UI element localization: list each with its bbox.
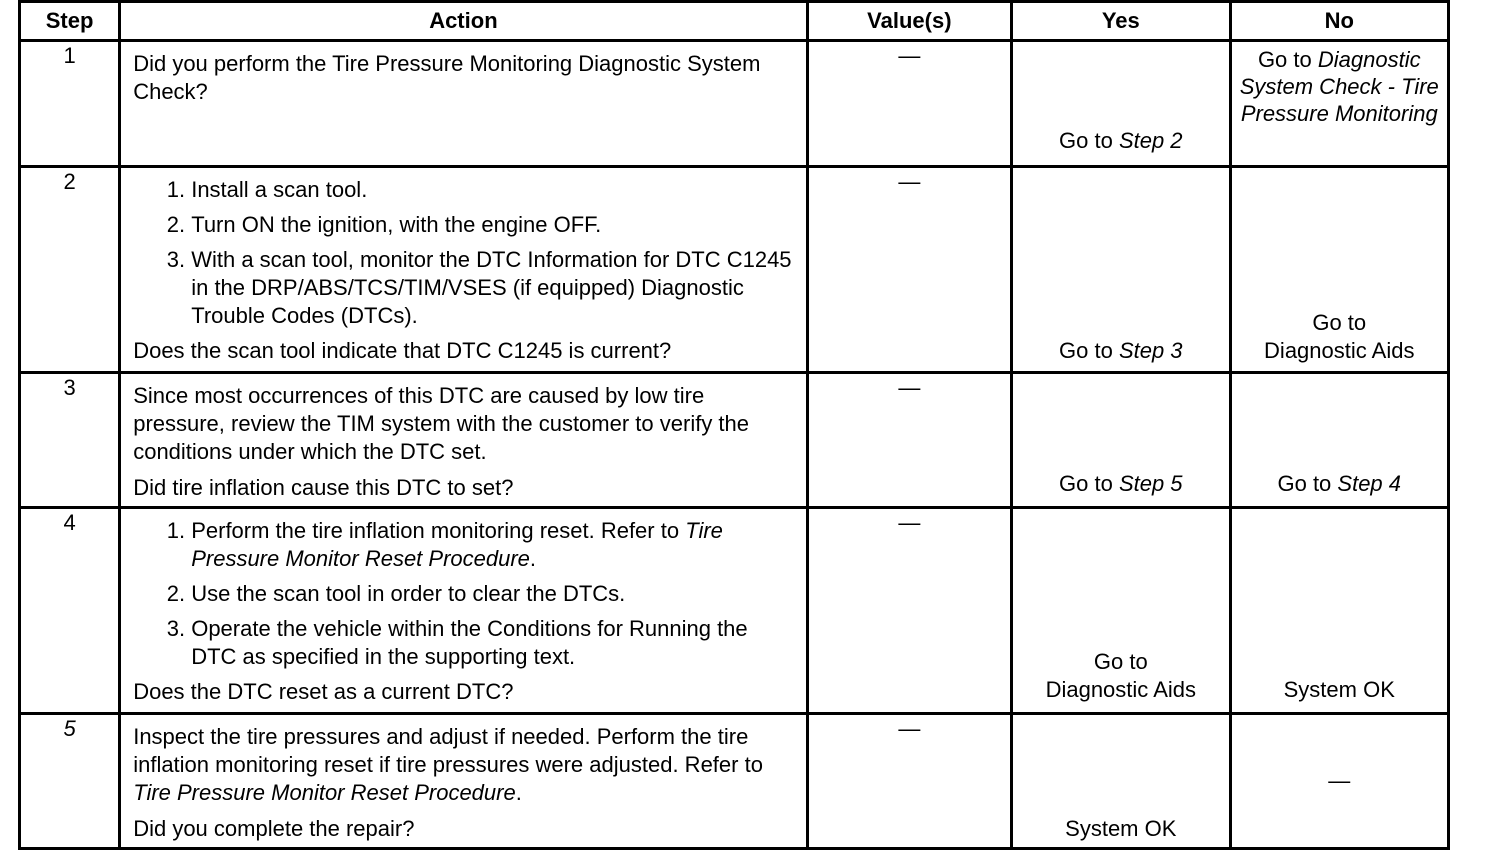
action-body: Inspect the tire pressures and adjust if needed. Perform the tire inflation monitoring reset if tire pressures were adjusted. Refer to — [133, 724, 763, 777]
list-item: 2. Turn ON the ignition, with the engine OFF. — [191, 211, 795, 239]
yes-link[interactable] — [1013, 127, 1228, 155]
no-text-line1: Go to — [1312, 310, 1367, 335]
yes-cell — [1012, 508, 1230, 714]
list-item — [191, 517, 795, 573]
action-question: Did you complete the repair? — [133, 816, 415, 841]
yes-prefix: Go to — [1059, 338, 1119, 363]
list-item: 3. With a scan tool, monitor the DTC Information for DTC C1245 in the DRP/ABS/TCS/TIM/VSES (if equipped) Diagnostic Trouble Codes (DTCs). — [191, 246, 795, 330]
table-row — [20, 714, 1449, 849]
yes-text-line2[interactable]: Diagnostic Aids — [1045, 677, 1196, 702]
no-prefix: Go to — [1277, 471, 1338, 496]
header-action: Action — [120, 2, 807, 41]
header-values: Value(s) — [807, 2, 1011, 41]
value-cell: — — [807, 167, 1011, 373]
no-prefix: Go to — [1257, 47, 1318, 72]
no-text-line2[interactable]: Diagnostic Aids — [1264, 338, 1415, 363]
yes-target[interactable]: Step 5 — [1118, 471, 1183, 496]
header-step: Step — [20, 2, 120, 41]
value-cell: — — [807, 41, 1011, 167]
diagnostic-table — [18, 0, 1450, 850]
step-number: 2 — [20, 167, 120, 373]
yes-target[interactable]: Step 3 — [1118, 338, 1183, 363]
yes-cell — [1012, 714, 1230, 849]
item-text: Perform the tire inflation monitoring reset. Refer to — [191, 518, 686, 543]
item-end: . — [529, 546, 537, 571]
no-target[interactable]: Diagnostic System Check - Tire Pressure Monitoring — [1239, 47, 1439, 126]
action-cell — [120, 41, 807, 167]
yes-link[interactable] — [1013, 337, 1228, 365]
action-end: . — [515, 780, 522, 805]
header-row — [20, 2, 1449, 41]
no-cell — [1230, 508, 1448, 714]
yes-target[interactable]: Step 2 — [1118, 128, 1183, 153]
step-number: 3 — [20, 373, 120, 508]
step-number — [20, 714, 120, 849]
value-cell: — — [807, 508, 1011, 714]
step-number-text: 5 — [63, 716, 76, 741]
table-row — [20, 167, 1449, 373]
yes-cell — [1012, 373, 1230, 508]
action-cell — [120, 167, 807, 373]
action-question: Does the scan tool indicate that DTC C1245 is current? — [133, 338, 672, 363]
yes-link[interactable] — [1013, 470, 1228, 498]
action-steps-list — [133, 176, 795, 330]
action-text — [133, 723, 795, 807]
step-number: 1 — [20, 41, 120, 167]
header-no: No — [1230, 2, 1448, 41]
list-item: 1. Install a scan tool. — [191, 176, 795, 204]
table-row — [20, 373, 1449, 508]
yes-text-line1: Go to — [1093, 649, 1148, 674]
no-text: System OK — [1283, 677, 1395, 702]
reset-procedure-link[interactable]: Tire Pressure Monitor Reset Procedure — [133, 780, 516, 805]
no-text: — — [1328, 768, 1351, 793]
no-link[interactable] — [1232, 46, 1447, 127]
yes-link[interactable] — [1013, 648, 1228, 704]
reset-procedure-link[interactable]: Tire Pressure Monitor Reset Procedure — [191, 518, 723, 571]
no-link[interactable] — [1232, 309, 1447, 365]
action-cell — [120, 373, 807, 508]
list-item: 3. Operate the vehicle within the Conditions for Running the DTC as specified in the supporting text. — [191, 615, 795, 671]
no-target[interactable]: Step 4 — [1337, 471, 1402, 496]
no-link[interactable] — [1232, 470, 1447, 498]
action-text: Did you perform the Tire Pressure Monitoring Diagnostic System Check? — [133, 51, 761, 104]
header-yes: Yes — [1012, 2, 1230, 41]
no-cell — [1230, 41, 1448, 167]
list-item: 2. Use the scan tool in order to clear the DTCs. — [191, 580, 795, 608]
table-row — [20, 508, 1449, 714]
no-cell — [1230, 714, 1448, 849]
yes-cell — [1012, 167, 1230, 373]
yes-cell — [1012, 41, 1230, 167]
value-cell: — — [807, 714, 1011, 849]
action-steps-list — [133, 517, 795, 671]
table-row — [20, 41, 1449, 167]
action-question: Does the DTC reset as a current DTC? — [133, 679, 514, 704]
no-cell — [1230, 373, 1448, 508]
value-cell: — — [807, 373, 1011, 508]
yes-prefix: Go to — [1059, 471, 1119, 496]
yes-text: System OK — [1065, 816, 1177, 841]
yes-prefix: Go to — [1059, 128, 1119, 153]
action-cell — [120, 508, 807, 714]
action-question: Did tire inflation cause this DTC to set? — [133, 475, 514, 500]
action-cell — [120, 714, 807, 849]
action-text: Since most occurrences of this DTC are caused by low tire pressure, review the TIM system with the customer to verify the conditions under which the DTC set. — [133, 383, 750, 464]
step-number: 4 — [20, 508, 120, 714]
no-cell — [1230, 167, 1448, 373]
